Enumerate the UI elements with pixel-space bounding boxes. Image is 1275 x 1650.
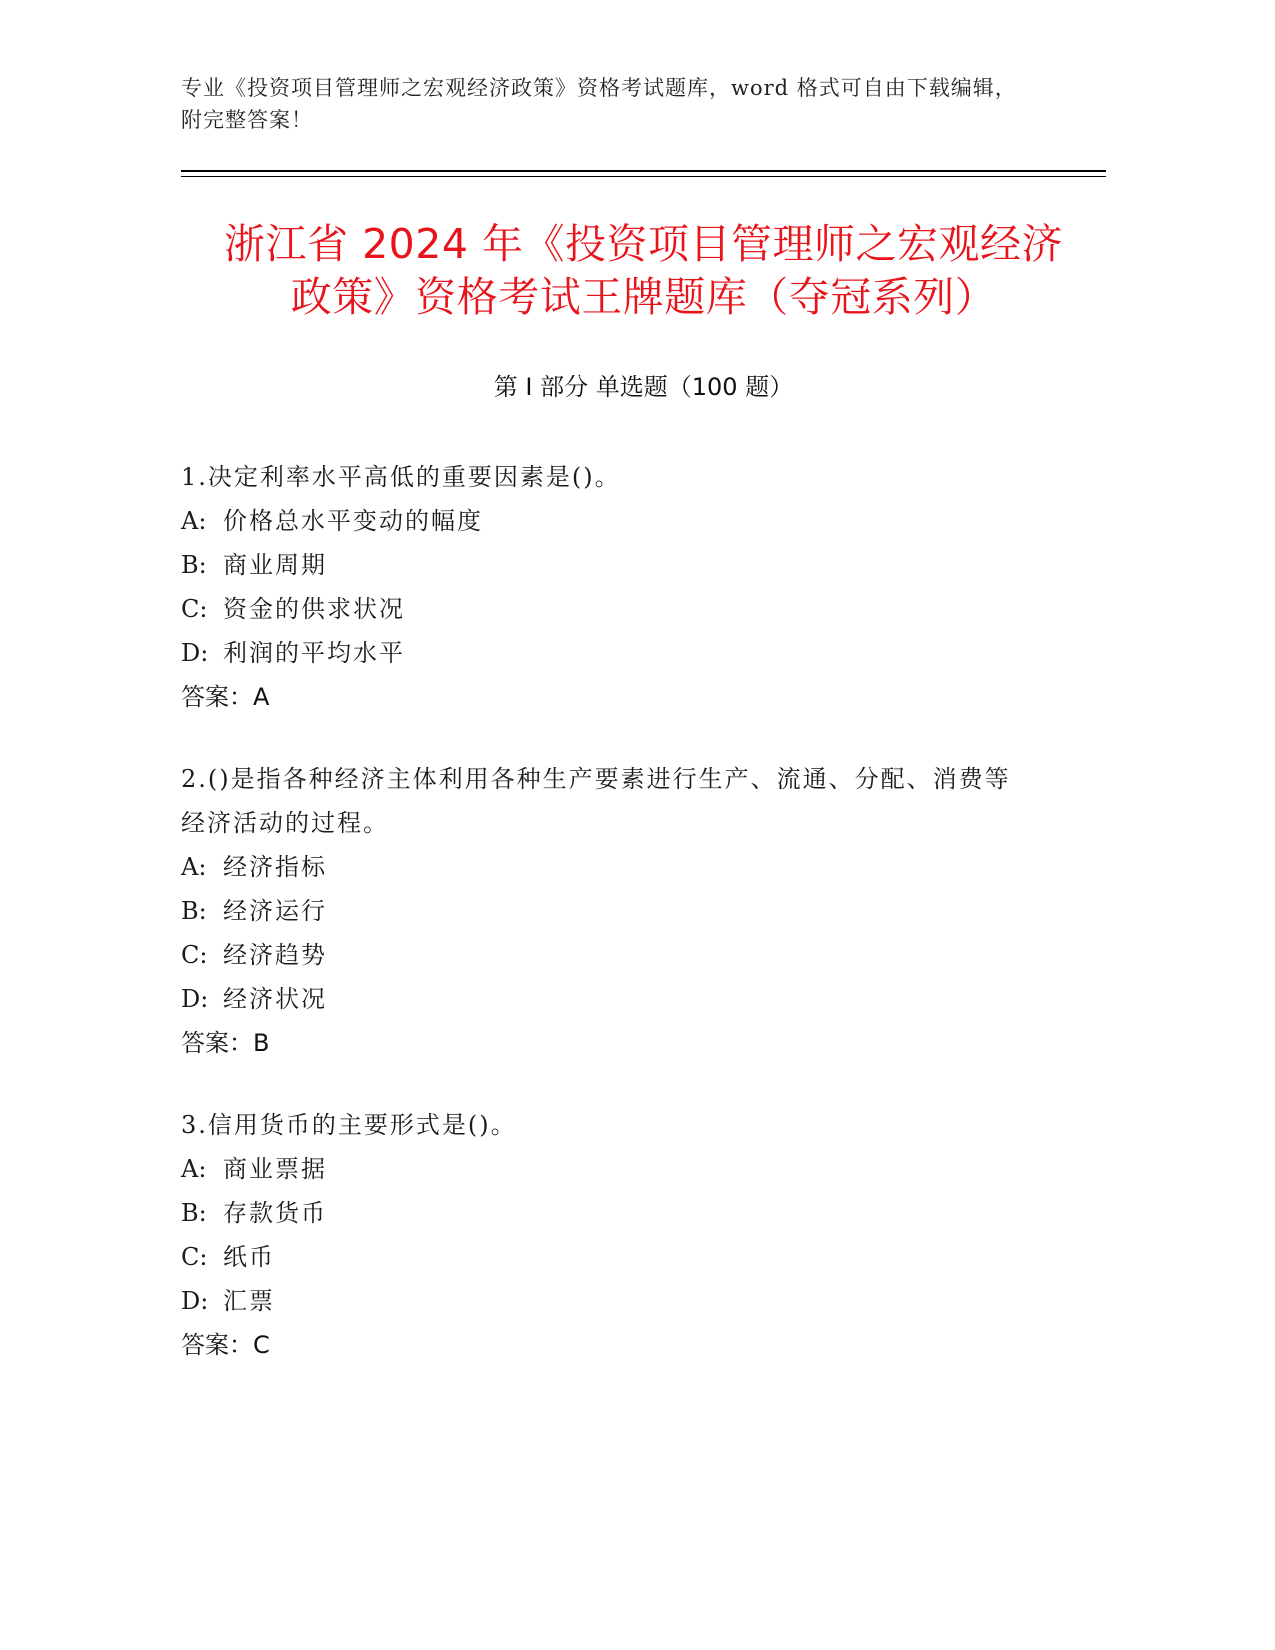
option-text: 资金的供求状况 xyxy=(223,595,405,623)
option-c xyxy=(181,933,1031,977)
question-stem: 1.决定利率水平高低的重要因素是()。 xyxy=(181,463,621,491)
question-list xyxy=(181,455,1031,1405)
option-text: 商业票据 xyxy=(223,1155,327,1183)
option-d xyxy=(181,631,1031,675)
question-2 xyxy=(181,757,1031,1065)
option-text: 经济运行 xyxy=(223,897,327,925)
option-b xyxy=(181,543,1031,587)
option-key: C: xyxy=(181,595,208,623)
option-key: C: xyxy=(181,1243,208,1271)
option-key: A: xyxy=(181,853,207,881)
option-b xyxy=(181,889,1031,933)
answer-line: 答案：B xyxy=(181,1029,270,1057)
option-text: 经济状况 xyxy=(223,985,327,1013)
option-a xyxy=(181,1147,1031,1191)
question-stem: 2.()是指各种经济主体利用各种生产要素进行生产、流通、分配、消费等经济活动的过程。 xyxy=(181,765,1011,837)
option-d xyxy=(181,977,1031,1021)
answer-line: 答案：C xyxy=(181,1331,270,1359)
option-text: 纸币 xyxy=(223,1243,275,1271)
option-b xyxy=(181,1191,1031,1235)
option-key: A: xyxy=(181,507,207,535)
option-key: B: xyxy=(181,1199,207,1227)
option-key: D: xyxy=(181,985,209,1013)
title-line-2: 政策》资格考试王牌题库（夺冠系列） xyxy=(290,273,997,321)
option-a xyxy=(181,845,1031,889)
question-1 xyxy=(181,455,1031,719)
option-text: 汇票 xyxy=(223,1287,275,1315)
option-c xyxy=(181,587,1031,631)
option-a xyxy=(181,499,1031,543)
option-text: 利润的平均水平 xyxy=(223,639,405,667)
title-line-1: 浙江省 2024 年《投资项目管理师之宏观经济 xyxy=(224,220,1063,268)
option-text: 价格总水平变动的幅度 xyxy=(223,507,483,535)
option-key: D: xyxy=(181,1287,209,1315)
document-title xyxy=(181,218,1106,324)
option-key: A: xyxy=(181,1155,207,1183)
answer-line: 答案：A xyxy=(181,683,270,711)
option-key: B: xyxy=(181,551,207,579)
option-c xyxy=(181,1235,1031,1279)
option-key: C: xyxy=(181,941,208,969)
question-stem: 3.信用货币的主要形式是()。 xyxy=(181,1111,517,1139)
option-text: 商业周期 xyxy=(223,551,327,579)
option-text: 经济指标 xyxy=(223,853,327,881)
option-key: B: xyxy=(181,897,207,925)
option-key: D: xyxy=(181,639,209,667)
option-text: 经济趋势 xyxy=(223,941,327,969)
option-d xyxy=(181,1279,1031,1323)
question-3 xyxy=(181,1103,1031,1367)
header-rule-thick xyxy=(181,170,1106,172)
header-rule-thin xyxy=(181,176,1106,177)
section-heading: 第 I 部分 单选题（100 题） xyxy=(493,373,794,401)
header-note: 专业《投资项目管理师之宏观经济政策》资格考试题库，word 格式可自由下载编辑，附完整答案！ xyxy=(181,76,1017,132)
option-text: 存款货币 xyxy=(223,1199,327,1227)
